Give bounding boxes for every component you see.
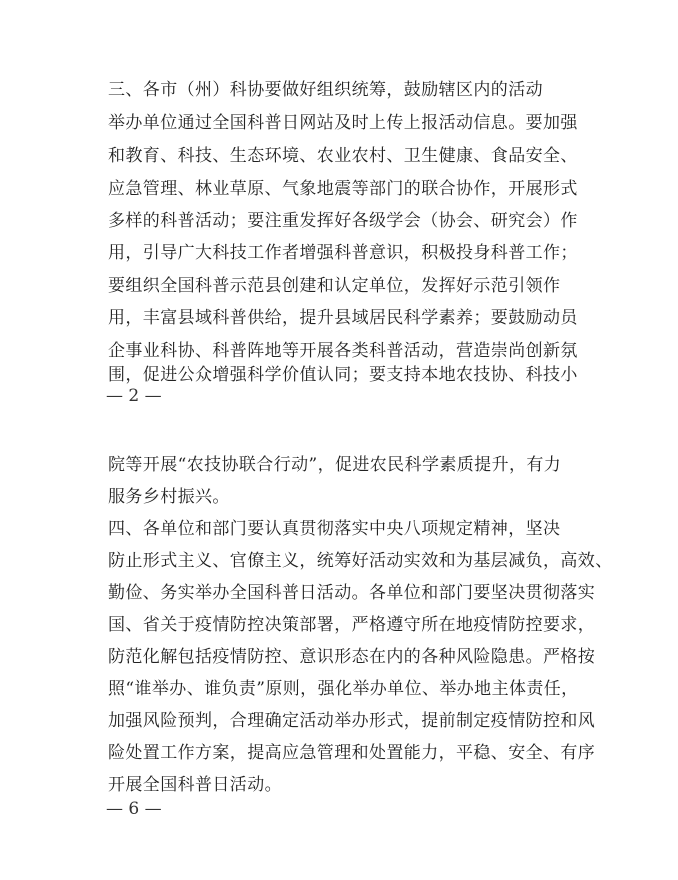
document-page-6: [0, 410, 678, 880]
paragraph-line: 用，丰富县域科普供给，提升县域居民科学素养；要鼓励动员: [108, 308, 578, 328]
paragraph-line: 围，促进公众增强科学价值认同；要支持本地农技协、科技小: [108, 365, 578, 385]
page-number: — 6 —: [106, 799, 162, 819]
paragraph-line: 企事业科协、科普阵地等开展各类科普活动，营造崇尚创新氛: [108, 341, 578, 361]
paragraph-line: 多样的科普活动；要注重发挥好各级学会（协会、研究会）作: [108, 211, 578, 231]
paragraph-line: 应急管理、林业草原、气象地震等部门的联合协作，开展形式: [108, 179, 578, 199]
paragraph-line: 防止形式主义、官僚主义，统筹好活动实效和为基层减负，高效、: [108, 551, 613, 571]
paragraph-line: 照“谁举办、谁负责”原则，强化举办单位、举办地主体责任，: [108, 679, 579, 699]
paragraph-line: 防范化解包括疫情防控、意识形态在内的各种风险隐患。严格按: [108, 647, 596, 667]
paragraph-line: 院等开展“农技协联合行动”，促进农民科学素质提升，有力: [108, 455, 562, 475]
paragraph-line: 和教育、科技、生态环境、农业农村、卫生健康、食品安全、: [108, 146, 578, 166]
paragraph-line: 服务乡村振兴。: [108, 487, 230, 507]
paragraph-line: 勤俭、务实举办全国科普日活动。各单位和部门要坚决贯彻落实: [108, 583, 596, 603]
document-page-2: [0, 0, 678, 410]
paragraph-line: 四、各单位和部门要认真贯彻落实中央八项规定精神，坚决: [108, 519, 561, 539]
paragraph-line: 举办单位通过全国科普日网站及时上传上报活动信息。要加强: [108, 113, 578, 133]
paragraph-line: 三、各市（州）科协要做好组织统筹，鼓励辖区内的活动: [108, 80, 543, 100]
paragraph-line: 险处置工作方案，提高应急管理和处置能力，平稳、安全、有序: [108, 743, 596, 763]
paragraph-line: 加强风险预判，合理确定活动举办形式，提前制定疫情防控和风: [108, 711, 596, 731]
page-number: — 2 —: [106, 386, 162, 406]
paragraph-line: 国、省关于疫情防控决策部署，严格遵守所在地疫情防控要求，: [108, 615, 596, 635]
paragraph-line: 用，引导广大科技工作者增强科普意识，积极投身科普工作；: [108, 243, 578, 263]
paragraph-line: 开展全国科普日活动。: [108, 775, 282, 795]
paragraph-line: 要组织全国科普示范县创建和认定单位，发挥好示范引领作: [108, 276, 561, 296]
